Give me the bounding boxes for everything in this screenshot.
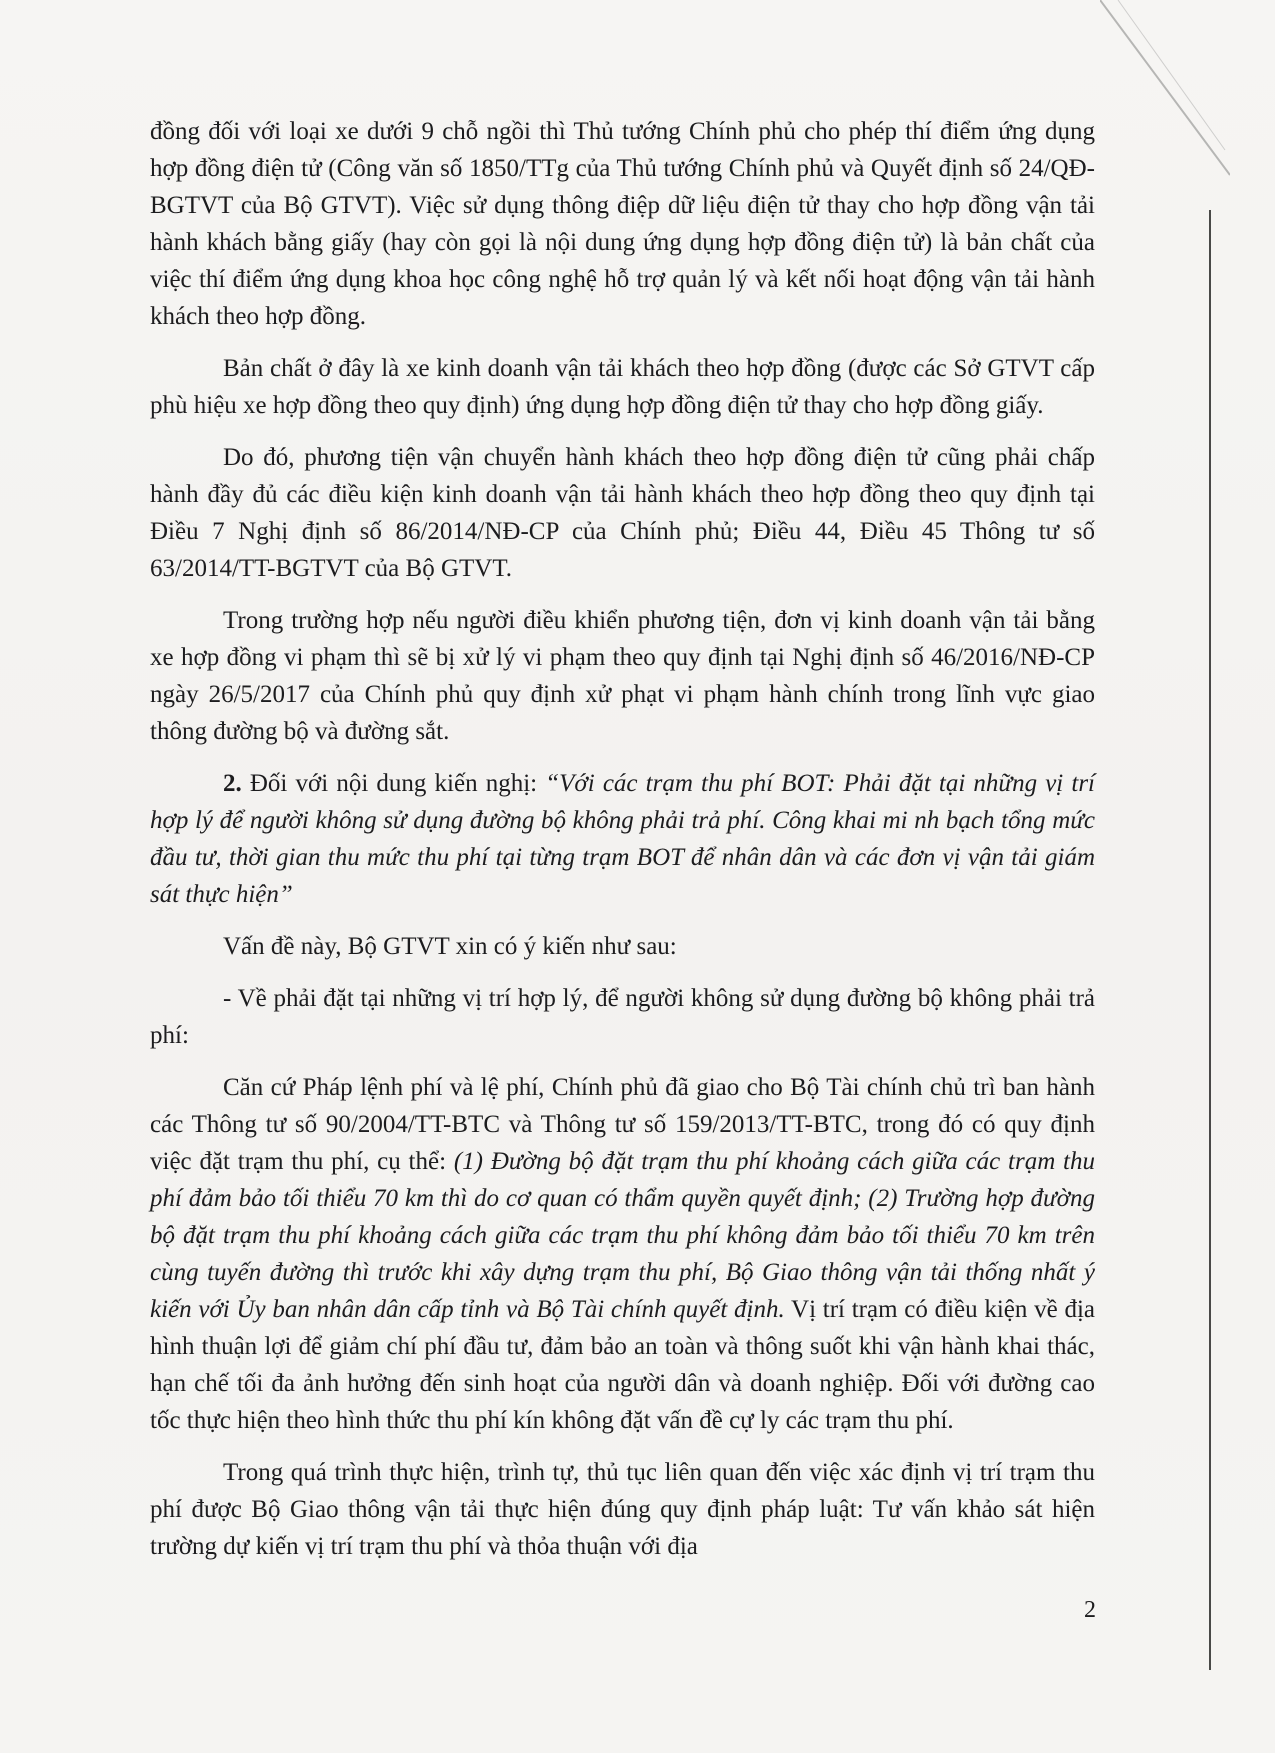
- page-number: 2: [1084, 1597, 1096, 1623]
- document-body: [150, 113, 1095, 1580]
- paragraph-8-italic: (1) Đường bộ đặt trạm thu phí khoảng cách giữa các trạm thu phí đảm bảo tối thiểu 70 km thì do cơ quan có thẩm quyền quyết định; (2) Trường hợp đường bộ đặt trạm thu phí khoảng cách giữa các trạm thu phí không đảm bảo tối thiểu 70 km trên cùng tuyến đường thì trước khi xây dựng trạm thu phí, Bộ Giao thông vận tải thống nhất ý kiến với Ủy ban nhân dân cấp tỉnh và Bộ Tài chính quyết định.: [150, 1148, 1095, 1323]
- paragraph-5-lead: Đối với nội dung kiến nghị:: [241, 770, 546, 797]
- paragraph-7: - Về phải đặt tại những vị trí hợp lý, để người không sử dụng đường bộ không phải trả phí:: [150, 985, 1095, 1049]
- section-number: 2.: [223, 770, 242, 797]
- paragraph-1: đồng đối với loại xe dưới 9 chỗ ngồi thì Thủ tướng Chính phủ cho phép thí điểm ứng dụng hợp đồng điện tử (Công văn số 1850/TTg của Thủ tướng Chính phủ và Quyết định số 24/QĐ-BGTVT của Bộ GTVT). Việc sử dụng thông điệp dữ liệu điện tử thay cho hợp đồng vận tải hành khách bằng giấy (hay còn gọi là nội dung ứng dụng hợp đồng điện tử) là bản chất của việc thí điểm ứng dụng khoa học công nghệ hỗ trợ quản lý và kết nối hoạt động vận tải hành khách theo hợp đồng.: [150, 118, 1095, 330]
- paragraph-5: [150, 765, 1095, 913]
- paragraph-5-quote: “Với các trạm thu phí BOT: Phải đặt tại những vị trí hợp lý để người không sử dụng đường bộ không phải trả phí. Công khai mi nh bạch tổng mức đầu tư, thời gian thu mức thu phí tại từng trạm BOT để nhân dân và các đơn vị vận tải giám sát thực hiện”: [150, 770, 1095, 908]
- paragraph-8-lead: Căn cứ Pháp lệnh phí và lệ phí, Chính phủ đã giao cho Bộ Tài chính chủ trì ban hành các Thông tư số 90/2004/TT-BTC và Thông tư số 159/2013/TT-BTC, trong đó có quy định việc đặt trạm thu phí, cụ thể:: [150, 1074, 1095, 1175]
- paragraph-3: Do đó, phương tiện vận chuyển hành khách theo hợp đồng điện tử cũng phải chấp hành đầy đủ các điều kiện kinh doanh vận tải hành khách theo hợp đồng theo quy định tại Điều 7 Nghị định số 86/2014/NĐ-CP của Chính phủ; Điều 44, Điều 45 Thông tư số 63/2014/TT-BGTVT của Bộ GTVT.: [150, 444, 1095, 582]
- scan-fold-mark: [1100, 0, 1230, 180]
- paragraph-8: [150, 1069, 1095, 1439]
- paragraph-2: Bản chất ở đây là xe kinh doanh vận tải khách theo hợp đồng (được các Sở GTVT cấp phù hiệu xe hợp đồng theo quy định) ứng dụng hợp đồng điện tử thay cho hợp đồng giấy.: [150, 355, 1095, 419]
- paragraph-8-tail: Vị trí trạm có điều kiện về địa hình thuận lợi để giảm chí phí đầu tư, đảm bảo an toàn và thông suốt khi vận hành khai thác, hạn chế tối đa ảnh hưởng đến sinh hoạt của người dân và doanh nghiệp. Đối với đường cao tốc thực hiện theo hình thức thu phí kín không đặt vấn đề cự ly các trạm thu phí.: [150, 1296, 1095, 1434]
- paragraph-4: Trong trường hợp nếu người điều khiển phương tiện, đơn vị kinh doanh vận tải bằng xe hợp đồng vi phạm thì sẽ bị xử lý vi phạm theo quy định tại Nghị định số 46/2016/NĐ-CP ngày 26/5/2017 của Chính phủ quy định xử phạt vi phạm hành chính trong lĩnh vực giao thông đường bộ và đường sắt.: [150, 607, 1095, 745]
- scan-edge-line: [1209, 210, 1211, 1670]
- paragraph-6: Vấn đề này, Bộ GTVT xin có ý kiến như sau:: [223, 933, 677, 960]
- paragraph-9: Trong quá trình thực hiện, trình tự, thủ tục liên quan đến việc xác định vị trí trạm thu phí được Bộ Giao thông vận tải thực hiện đúng quy định pháp luật: Tư vấn khảo sát hiện trường dự kiến vị trí trạm thu phí và thỏa thuận với địa: [150, 1459, 1095, 1560]
